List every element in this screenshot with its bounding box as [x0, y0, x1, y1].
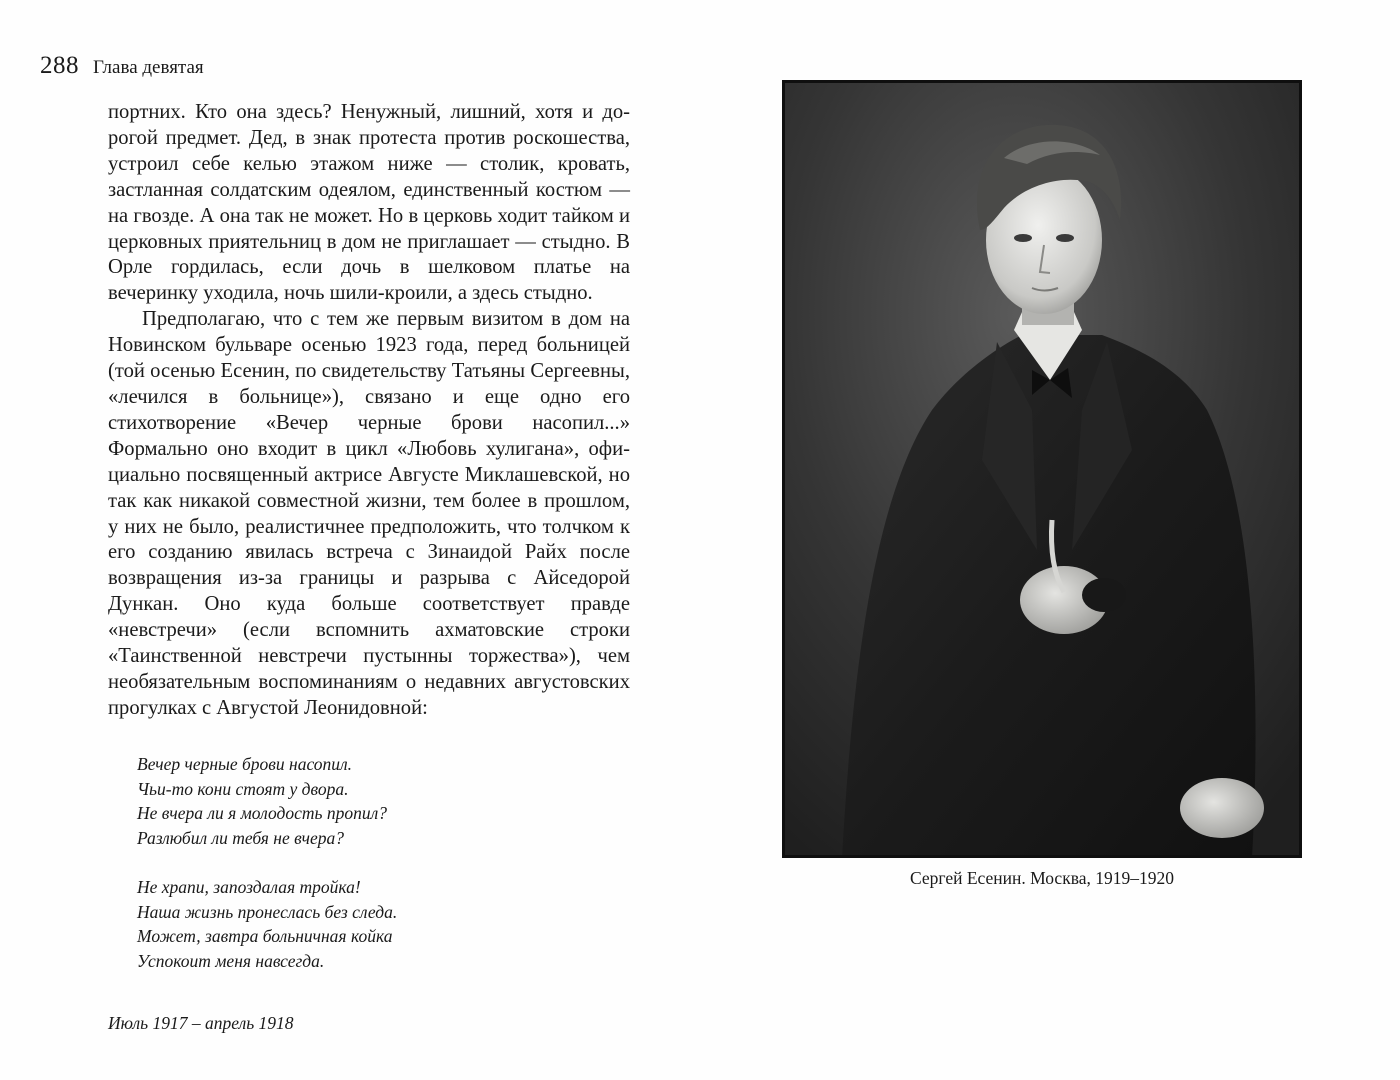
photo-caption: Сергей Есенин. Москва, 1919–1920	[909, 868, 1175, 888]
portrait-photograph	[782, 80, 1302, 858]
page-number: 288	[40, 52, 79, 79]
poem	[137, 752, 397, 998]
paragraph-poem-intro: Предполагаю, что с тем же первым визитом в дом на Новинском бульваре осенью 1923 года, перед больницей (той осенью Есенин, по свидетельству Татьяны Сергеевны, «лечился в больнице»), связано и еще одно его стихотворение «Вечер черные брови насопил...» Формально оно входит в цикл «Любовь хулигана», официально посвященный актрисе Августе Миклашевской, но так как никакой совместной жизни, тем более в прошлом, у них не было, реалистичнее предположить, что толчком к его созданию явилась встреча с Зинаидой Райх после возвращения из-за границы и разрыва с Айседорой Дункан. Оно куда больше соответствует правде «невстречи» (если вспомнить ахматовские строки «Таинственной невстречи пустынны торжества»), чем необязательным воспоминаниям о недавних августовских прогулках с Августой Леонидовной:	[108, 308, 630, 719]
chapter-title: Глава девятая	[93, 57, 204, 78]
poem-line: Успокоит меня навсегда.	[137, 950, 325, 971]
poem-line: Наша жизнь пронеслась без следа.	[137, 901, 398, 922]
poem-line: Разлюбил ли тебя не вчера?	[137, 827, 345, 848]
poem-line: Вечер черные брови насопил.	[137, 754, 353, 774]
running-head	[40, 52, 204, 80]
poem-stanza-1	[137, 752, 397, 850]
poem-line: Не вчера ли я молодость пропил?	[137, 803, 387, 823]
main-text-column	[108, 100, 630, 722]
paragraph-continued: портних. Кто она здесь? Ненужный, лишний, хотя и дорогой предмет. Дед, в знак протеста против роскошества, устроил себе келью этажом ниже — столик, кровать, застланная солдатским одеялом, единственный костюм — на гвозде. А она так не может. Но в церковь ходит тайком и церковных приятельниц в дом не приглашает — стыдно. В Орле гордилась, если дочь в шелковом платье на вечеринку уходила, ночь шили-кроили, а здесь стыдно.	[108, 101, 630, 305]
poem-date: Июль 1917 – апрель 1918	[108, 1013, 294, 1033]
poem-stanza-2	[137, 875, 397, 973]
poem-line: Не храпи, запоздалая тройка!	[137, 877, 361, 897]
portrait-illustration	[782, 80, 1302, 858]
poem-line: Чьи-то кони стоят у двора.	[137, 778, 349, 799]
poem-line: Может, завтра больничная койка	[137, 926, 393, 946]
